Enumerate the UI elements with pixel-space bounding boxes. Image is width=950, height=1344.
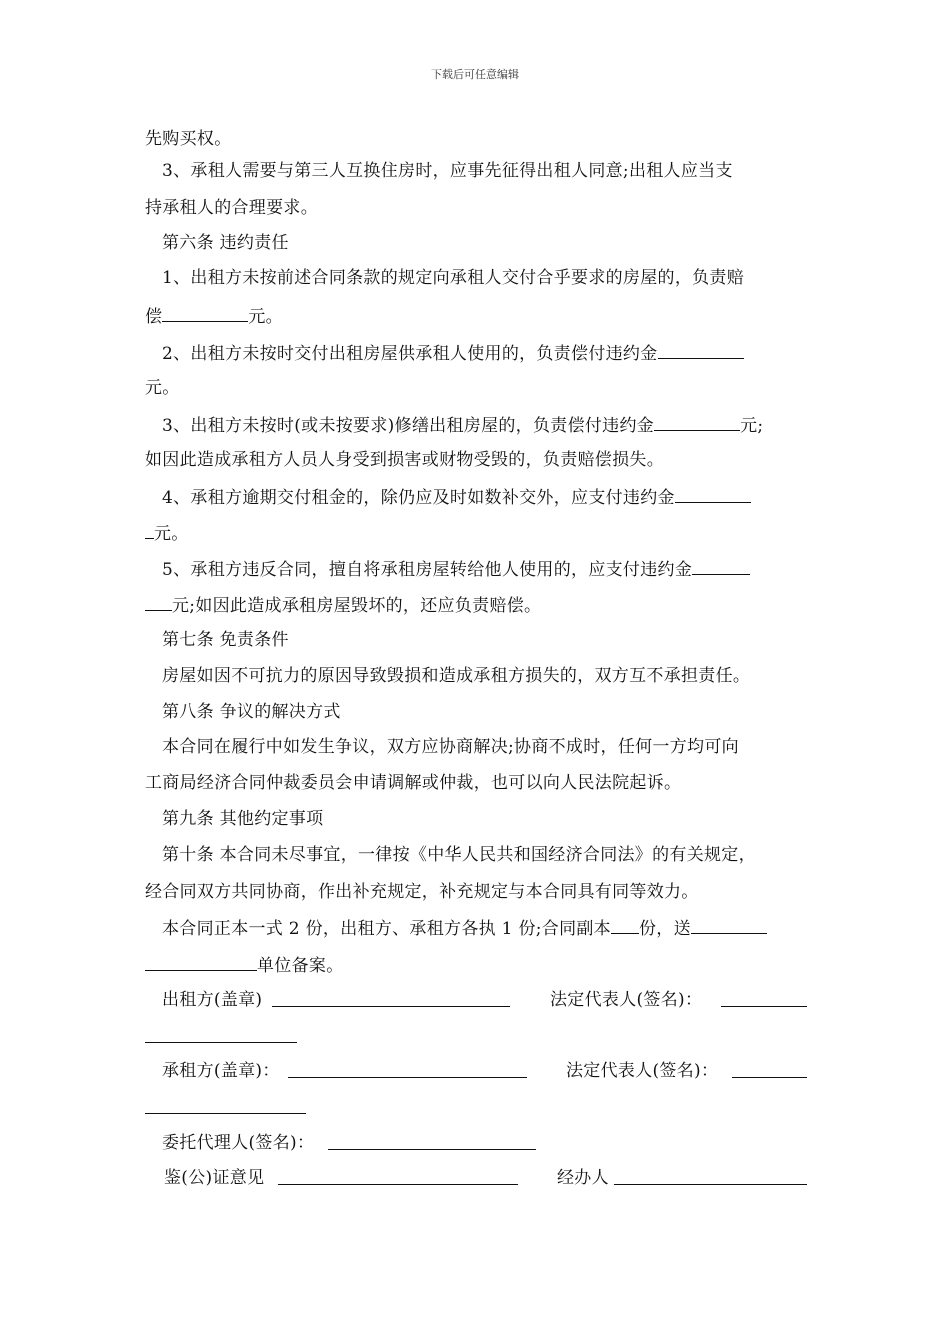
paragraph-line: 4、承租方逾期交付租金的，除仍应及时如数补交外，应支付违约金 <box>162 485 827 509</box>
lessor-rep-blank-continued[interactable] <box>145 1042 297 1043</box>
lessee-rep-label: 法定代表人(签名)： <box>566 1061 719 1081</box>
section-heading: 第八条 争议的解决方式 <box>162 702 341 722</box>
agent-label: 委托代理人(签名)： <box>162 1133 315 1153</box>
lessor-rep-label: 法定代表人(签名)： <box>550 990 703 1010</box>
paragraph-line: 元。 <box>145 521 810 545</box>
paragraph-line: 单位备案。 <box>145 953 810 977</box>
section-heading: 第九条 其他约定事项 <box>162 809 324 829</box>
agent-blank[interactable] <box>328 1149 536 1150</box>
paragraph-line: 经合同双方共同协商，作出补充规定，补充规定与本合同具有同等效力。 <box>145 882 699 902</box>
notary-blank[interactable] <box>278 1184 518 1185</box>
paragraph-line: 第十条 本合同未尽事宜，一律按《中华人民共和国经济合同法》的有关规定， <box>162 845 756 865</box>
paragraph-line: 元;如因此造成承租房屋毁坏的，还应负责赔偿。 <box>145 593 810 617</box>
page-header: 下载后可任意编辑 <box>431 68 519 81</box>
paragraph-line: 2、出租方未按时交付出租房屋供承租人使用的，负责偿付违约金 <box>162 341 827 365</box>
notary-label: 鉴(公)证意见 <box>164 1168 265 1188</box>
paragraph-line: 元。 <box>145 378 180 398</box>
paragraph-line: 偿 元。 <box>145 304 810 328</box>
lessor-seal-blank[interactable] <box>272 1006 510 1007</box>
handler-label: 经办人 <box>557 1168 609 1188</box>
paragraph-line: 1、出租方未按前述合同条款的规定向承租人交付合乎要求的房屋的，负责赔 <box>162 268 745 288</box>
paragraph-line: 房屋如因不可抗力的原因导致毁损和造成承租方损失的，双方互不承担责任。 <box>162 666 751 686</box>
section-heading: 第六条 违约责任 <box>162 233 289 253</box>
lessee-rep-blank[interactable] <box>732 1077 807 1078</box>
section-heading: 第七条 免责条件 <box>162 630 289 650</box>
handler-blank[interactable] <box>614 1184 807 1185</box>
paragraph-line: 3、承租人需要与第三人互换住房时，应事先征得出租人同意;出租人应当支 <box>162 161 733 181</box>
paragraph-line: 工商局经济合同仲裁委员会申请调解或仲裁，也可以向人民法院起诉。 <box>145 773 682 793</box>
lessee-seal-blank[interactable] <box>288 1077 527 1078</box>
lessee-rep-blank-continued[interactable] <box>145 1113 306 1114</box>
paragraph-line: 3、出租方未按时(或未按要求)修缮出租房屋的，负责偿付违约金 元; <box>162 413 827 437</box>
lessee-seal-label: 承租方(盖章)： <box>162 1061 280 1081</box>
lessor-seal-label: 出租方(盖章) <box>162 990 263 1010</box>
paragraph-line: 持承租人的合理要求。 <box>145 198 318 218</box>
paragraph-line: 先购买权。 <box>145 129 232 149</box>
lessor-rep-blank[interactable] <box>721 1006 807 1007</box>
paragraph-line: 如因此造成承租方人员人身受到损害或财物受毁的，负责赔偿损失。 <box>145 450 664 470</box>
paragraph-line: 本合同在履行中如发生争议，双方应协商解决;协商不成时，任何一方均可向 <box>162 737 739 757</box>
paragraph-line: 5、承租方违反合同，擅自将承租房屋转给他人使用的，应支付违约金 <box>162 557 827 581</box>
paragraph-line: 本合同正本一式 2 份，出租方、承租方各执 1 份;合同副本 份，送 <box>162 916 827 940</box>
